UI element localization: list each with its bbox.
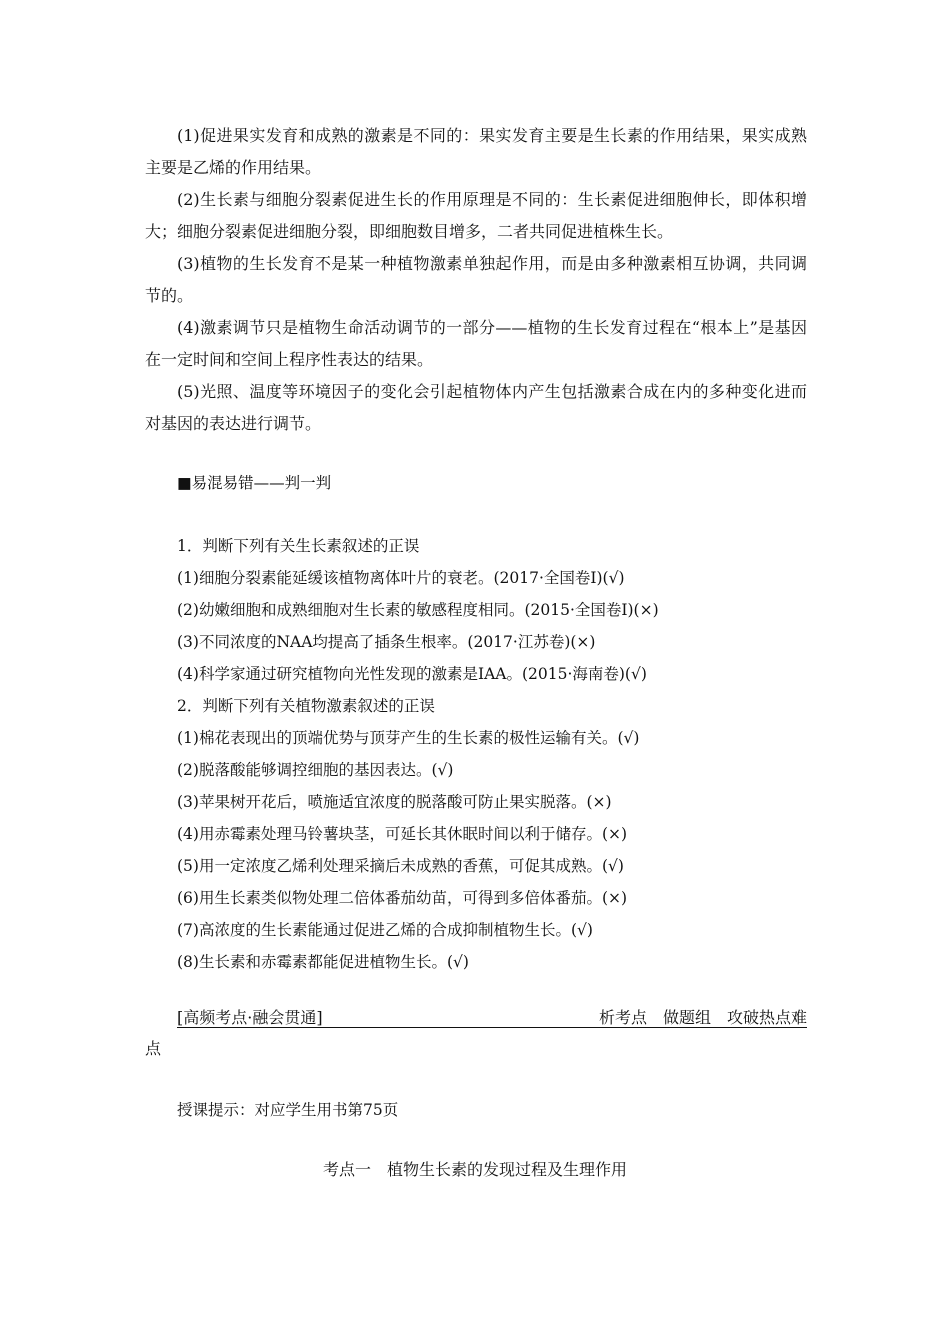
teaching-hint: 授课提示：对应学生用书第75页 bbox=[177, 1101, 399, 1119]
section-band bbox=[177, 1005, 807, 1028]
q2-item-4: (4)用赤霉素处理马铃薯块茎，可延长其休眠时间以利于储存。(×) bbox=[177, 825, 628, 843]
band-left-label: [高频考点·融会贯通] bbox=[177, 1008, 323, 1027]
band-right-label: 析考点 做题组 攻破热点难 bbox=[598, 1008, 807, 1027]
q1-item-4: (4)科学家通过研究植物向光性发现的激素是IAA。(2015·海南卷)(√) bbox=[177, 665, 647, 683]
paragraph-4: (4)激素调节只是植物生命活动调节的一部分——植物的生长发育过程在“根本上”是基因在一定时间和空间上程序性表达的结果。 bbox=[145, 318, 807, 369]
q2-item-1: (1)棉花表现出的顶端优势与顶芽产生的生长素的极性运输有关。(√) bbox=[177, 729, 640, 747]
q1-title: 1．判断下列有关生长素叙述的正误 bbox=[177, 537, 420, 555]
paragraph-5: (5)光照、温度等环境因子的变化会引起植物体内产生包括激素合成在内的多种变化进而对基因的表达进行调节。 bbox=[145, 382, 807, 433]
q2-item-3: (3)苹果树开花后，喷施适宜浓度的脱落酸可防止果实脱落。(×) bbox=[177, 793, 612, 811]
q2-item-5: (5)用一定浓度乙烯利处理采摘后未成熟的香蕉，可促其成熟。(√) bbox=[177, 857, 624, 875]
q2-item-8: (8)生长素和赤霉素都能促进植物生长。(√) bbox=[177, 953, 469, 971]
topic-title: 考点一 植物生长素的发现过程及生理作用 bbox=[322, 1160, 627, 1179]
q1-item-1: (1)细胞分裂素能延缓该植物离体叶片的衰老。(2017·全国卷Ⅰ)(√) bbox=[177, 569, 625, 587]
q2-item-6: (6)用生长素类似物处理二倍体番茄幼苗，可得到多倍体番茄。(×) bbox=[177, 889, 628, 907]
paragraph-2: (2)生长素与细胞分裂素促进生长的作用原理是不同的：生长素促进细胞伸长，即体积增大；细胞分裂素促进细胞分裂，即细胞数目增多，二者共同促进植株生长。 bbox=[145, 190, 807, 241]
section-heading: ■易混易错——判一判 bbox=[177, 474, 332, 492]
paragraph-1: (1)促进果实发育和成熟的激素是不同的：果实发育主要是生长素的作用结果，果实成熟主要是乙烯的作用结果。 bbox=[145, 126, 807, 177]
q2-item-2: (2)脱落酸能够调控细胞的基因表达。(√) bbox=[177, 761, 454, 779]
q1-item-2: (2)幼嫩细胞和成熟细胞对生长素的敏感程度相同。(2015·全国卷Ⅰ)(×) bbox=[177, 601, 659, 619]
q1-item-3: (3)不同浓度的NAA均提高了插条生根率。(2017·江苏卷)(×) bbox=[177, 633, 596, 651]
q2-title: 2．判断下列有关植物激素叙述的正误 bbox=[177, 697, 435, 715]
paragraph-3: (3)植物的生长发育不是某一种植物激素单独起作用，而是由多种激素相互协调，共同调节的。 bbox=[145, 254, 807, 305]
q2-item-7: (7)高浓度的生长素能通过促进乙烯的合成抑制植物生长。(√) bbox=[177, 921, 593, 939]
band-continuation: 点 bbox=[145, 1039, 162, 1058]
